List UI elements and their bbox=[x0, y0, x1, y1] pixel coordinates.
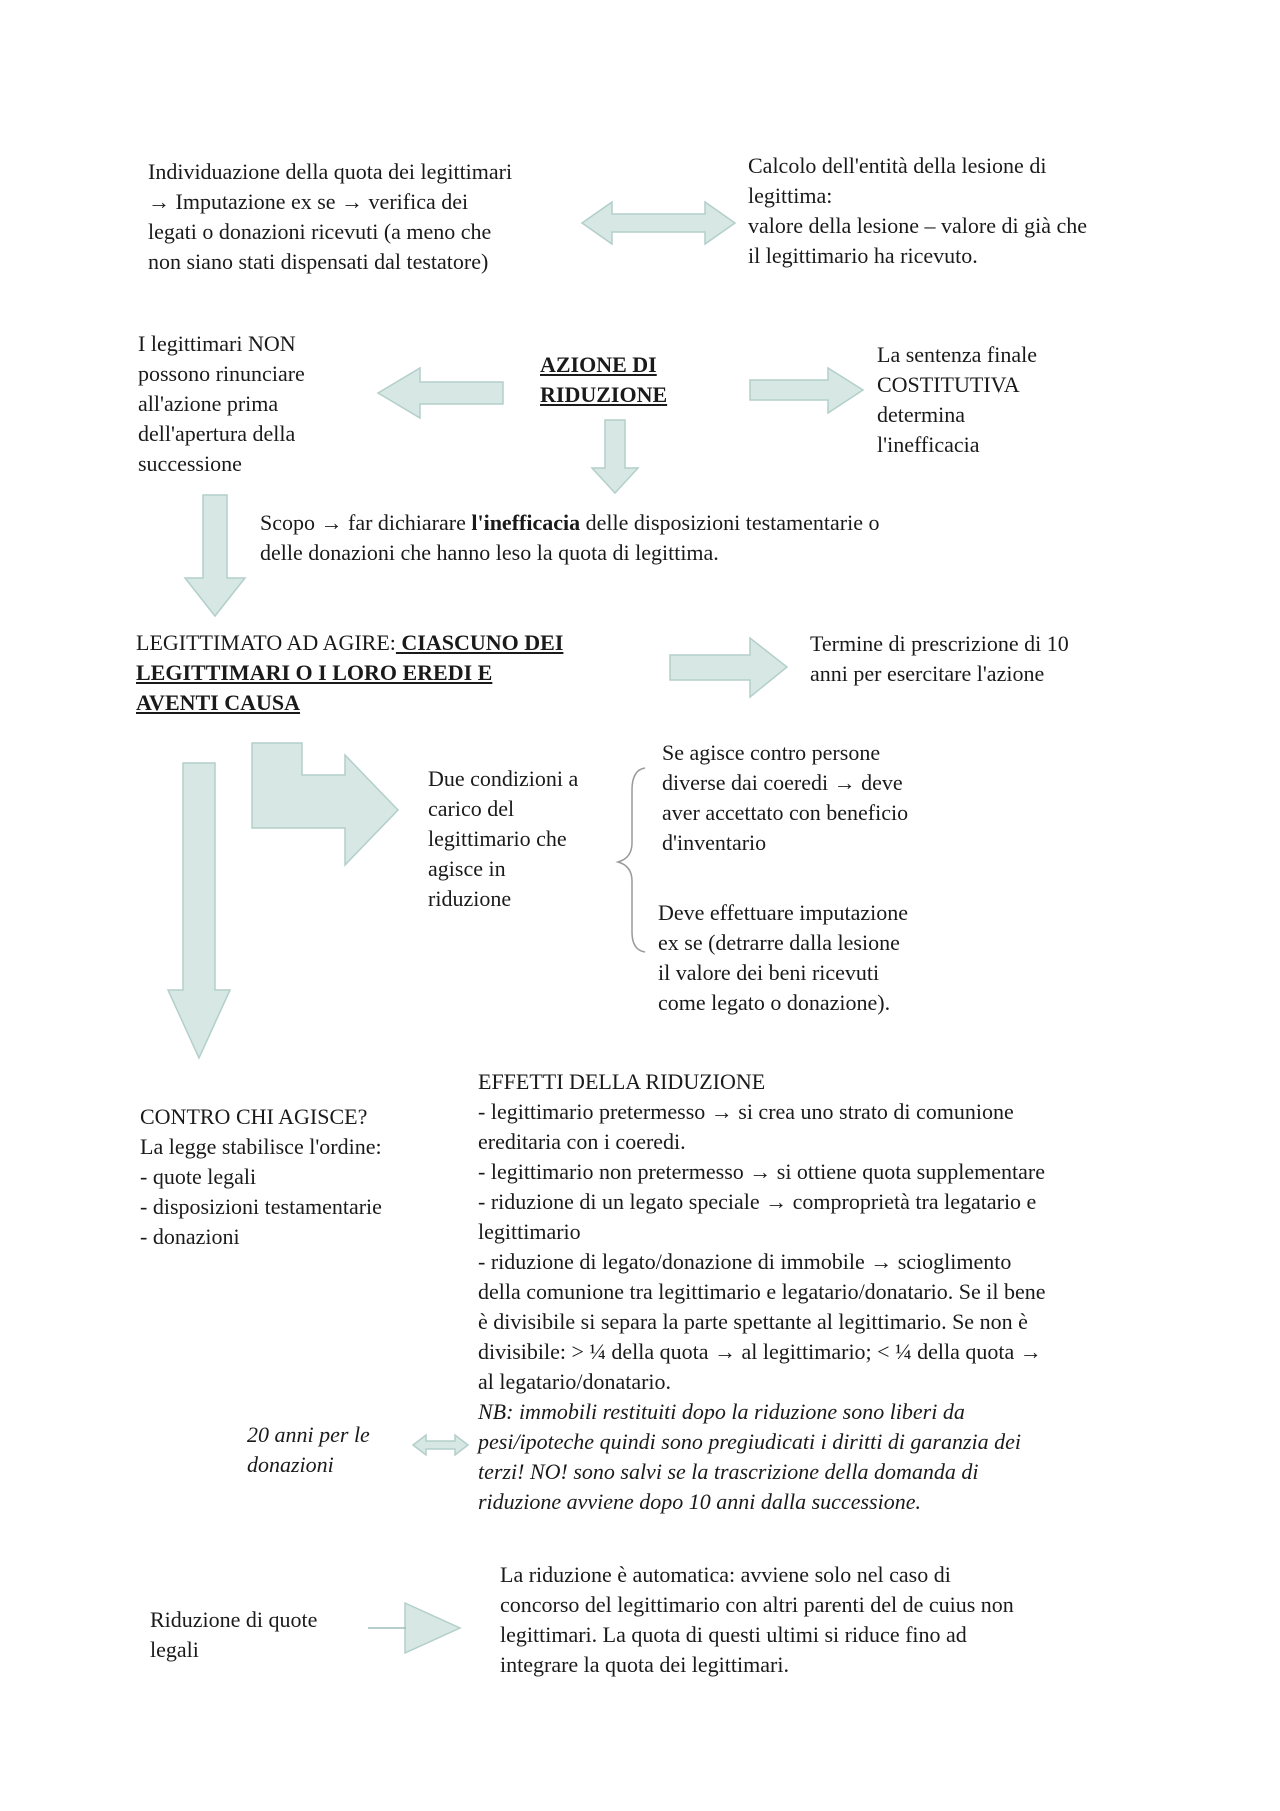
box-condizioni bbox=[428, 764, 578, 914]
text-line: legittima: bbox=[748, 183, 833, 208]
text-line bbox=[136, 628, 563, 658]
title-azione-di-riduzione bbox=[540, 350, 667, 410]
text-line: legittimario bbox=[478, 1219, 581, 1244]
text-line: delle donazioni che hanno leso la quota di legittima. bbox=[260, 540, 719, 565]
box-condizione-1 bbox=[662, 738, 908, 858]
arrow-right-prescrizione bbox=[670, 638, 787, 697]
box-contro-chi-agisce bbox=[140, 1102, 382, 1252]
text-line: legali bbox=[150, 1637, 199, 1662]
text-line: ereditaria con i coeredi. bbox=[478, 1129, 686, 1154]
arrow-left-rinuncia bbox=[378, 368, 503, 418]
text-line: successione bbox=[138, 451, 242, 476]
text-line: ex se (detrarre dalla lesione bbox=[658, 930, 900, 955]
nb-line: riduzione avviene dopo 10 anni dalla successione. bbox=[478, 1489, 921, 1514]
box-scopo bbox=[260, 508, 879, 568]
text-line: 20 anni per le bbox=[247, 1422, 370, 1447]
text-line: Termine di prescrizione di 10 bbox=[810, 631, 1069, 656]
text-line: AVENTI CAUSA bbox=[136, 690, 301, 715]
text-line: Riduzione di quote bbox=[150, 1607, 318, 1632]
text-line: il legittimario ha ricevuto. bbox=[748, 243, 978, 268]
arrow-down-legittimato bbox=[185, 495, 245, 616]
arrow-down-scopo bbox=[592, 420, 638, 493]
box-effetti-riduzione bbox=[478, 1067, 1046, 1517]
text-line: all'azione prima bbox=[138, 391, 279, 416]
text-line: aver accettato con beneficio bbox=[662, 800, 909, 825]
brace-condizioni bbox=[618, 768, 645, 952]
text-line: diverse dai coeredi → deve bbox=[662, 770, 903, 795]
text-line: al legatario/donatario. bbox=[478, 1369, 672, 1394]
text-line: Calcolo dell'entità della lesione di bbox=[748, 153, 1047, 178]
box-condizione-2 bbox=[658, 898, 908, 1018]
text-line: legittimari. La quota di questi ultimi si riduce fino ad bbox=[500, 1622, 967, 1647]
text-line: integrare la quota dei legittimari. bbox=[500, 1652, 789, 1677]
text-line: Deve effettuare imputazione bbox=[658, 900, 909, 925]
box-individuazione-quota bbox=[148, 157, 512, 277]
arrow-bent-condizioni bbox=[252, 743, 398, 865]
text-line: - legittimario non pretermesso → si ottiene quota supplementare bbox=[478, 1159, 1045, 1184]
box-legittimato bbox=[136, 628, 563, 718]
arrow-right-sentenza bbox=[750, 368, 863, 413]
text-line: il valore dei beni ricevuti bbox=[658, 960, 880, 985]
text-line: Se agisce contro persone bbox=[662, 740, 881, 765]
nb-line: NB: immobili restituiti dopo la riduzione sono liberi da bbox=[478, 1399, 965, 1424]
text-line: - quote legali bbox=[140, 1164, 257, 1189]
legittimato-bold: CIASCUNO DEI bbox=[395, 630, 564, 655]
text-line: Individuazione della quota dei legittimari bbox=[148, 159, 513, 184]
text-line: La sentenza finale bbox=[877, 342, 1038, 367]
text-line: agisce in bbox=[428, 856, 506, 881]
text-line: legittimario che bbox=[428, 826, 567, 851]
text-line: come legato o donazione). bbox=[658, 990, 891, 1015]
text-line: carico del bbox=[428, 796, 515, 821]
text-line: concorso del legittimario con altri parenti del de cuius non bbox=[500, 1592, 1014, 1617]
text-line: l'inefficacia bbox=[877, 432, 980, 457]
box-sentenza bbox=[877, 340, 1037, 460]
double-arrow-venti-anni bbox=[413, 1435, 468, 1455]
nb-line: terzi! NO! sono salvi se la trascrizione della domanda di bbox=[478, 1459, 979, 1484]
text-line: COSTITUTIVA bbox=[877, 372, 1020, 397]
box-riduzione-automatica bbox=[500, 1560, 1014, 1680]
text-line: - legittimario pretermesso → si crea uno strato di comunione bbox=[478, 1099, 1014, 1124]
text-line bbox=[260, 508, 879, 538]
box-prescrizione bbox=[810, 629, 1069, 689]
legittimato-prefix: LEGITTIMATO AD AGIRE: bbox=[136, 630, 396, 655]
text-line: - riduzione di un legato speciale → comproprietà tra legatario e bbox=[478, 1189, 1037, 1214]
text-line: La riduzione è automatica: avviene solo nel caso di bbox=[500, 1562, 951, 1587]
text-line: - disposizioni testamentarie bbox=[140, 1194, 382, 1219]
box-venti-anni bbox=[247, 1420, 370, 1480]
scopo-post: delle disposizioni testamentarie o bbox=[580, 510, 880, 535]
text-line: anni per esercitare l'azione bbox=[810, 661, 1045, 686]
scopo-pre: Scopo → far dichiarare bbox=[260, 510, 472, 535]
text-line: dell'apertura della bbox=[138, 421, 296, 446]
arrow-right-automatica bbox=[405, 1603, 460, 1653]
text-line: → Imputazione ex se → verifica dei bbox=[148, 189, 469, 214]
text-line: I legittimari NON bbox=[138, 331, 296, 356]
box-riduzione-quote-legali bbox=[150, 1605, 317, 1665]
text-line: LEGITTIMARI O I LORO EREDI E bbox=[136, 660, 493, 685]
text-line: EFFETTI DELLA RIDUZIONE bbox=[478, 1069, 766, 1094]
title-line: AZIONE DI bbox=[540, 352, 657, 377]
double-arrow-quota-calcolo bbox=[582, 202, 735, 244]
text-line: valore della lesione – valore di già che bbox=[748, 213, 1088, 238]
text-line: d'inventario bbox=[662, 830, 767, 855]
text-line: non siano stati dispensati dal testatore) bbox=[148, 249, 489, 274]
text-line: CONTRO CHI AGISCE? bbox=[140, 1104, 368, 1129]
text-line: della comunione tra legittimario e legatario/donatario. Se il bene bbox=[478, 1279, 1046, 1304]
text-line: donazioni bbox=[247, 1452, 334, 1477]
text-line: - donazioni bbox=[140, 1224, 240, 1249]
box-rinuncia bbox=[138, 329, 305, 479]
text-line: legati o donazioni ricevuti (a meno che bbox=[148, 219, 492, 244]
box-calcolo-lesione bbox=[748, 151, 1087, 271]
text-line: possono rinunciare bbox=[138, 361, 305, 386]
text-line: è divisibile si separa la parte spettante al legittimario. Se non è bbox=[478, 1309, 1028, 1334]
text-line: - riduzione di legato/donazione di immobile → scioglimento bbox=[478, 1249, 1012, 1274]
text-line: Due condizioni a bbox=[428, 766, 579, 791]
nb-line: pesi/ipoteche quindi sono pregiudicati i diritti di garanzia dei bbox=[478, 1429, 1022, 1454]
scopo-bold: l'inefficacia bbox=[471, 510, 581, 535]
title-line: RIDUZIONE bbox=[540, 382, 668, 407]
text-line: divisibile: > ¼ della quota → al legittimario; < ¼ della quota → bbox=[478, 1339, 1042, 1364]
arrow-down-contro bbox=[168, 763, 230, 1058]
text-line: riduzione bbox=[428, 886, 512, 911]
text-line: La legge stabilisce l'ordine: bbox=[140, 1134, 382, 1159]
text-line: determina bbox=[877, 402, 965, 427]
